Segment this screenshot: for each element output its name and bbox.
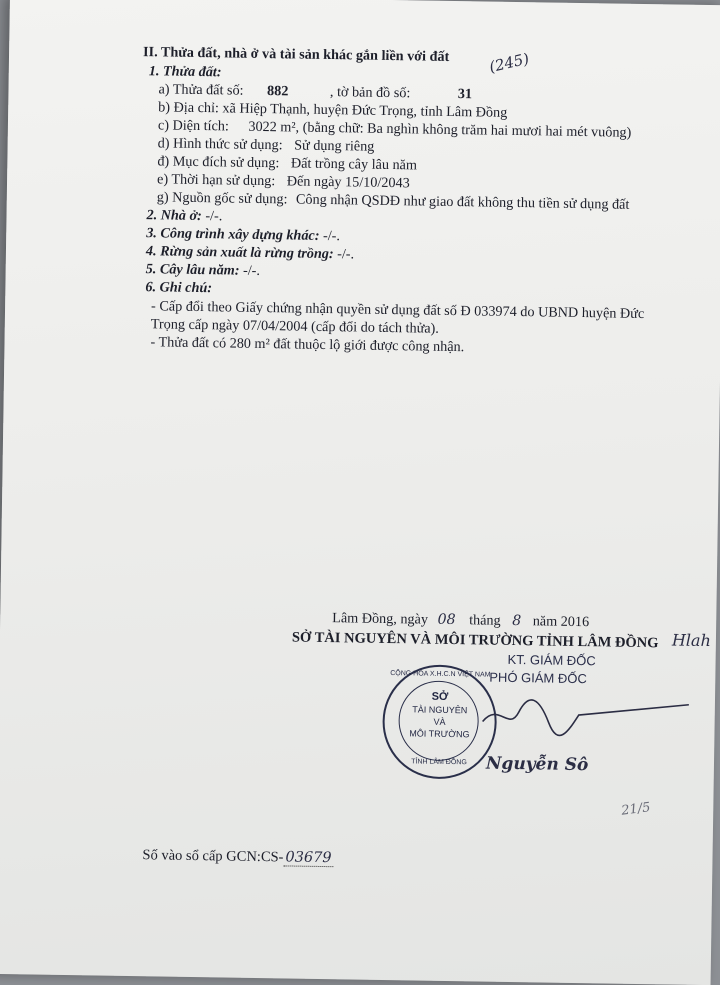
usage-term-value: Đến ngày 15/10/2043	[286, 173, 410, 192]
map-sheet-value: 31	[457, 86, 473, 103]
map-sheet-label: , tờ bản đồ số:	[329, 84, 411, 102]
month-word: tháng	[468, 612, 501, 629]
address-row: b) Địa chỉ: xã Hiệp Thạnh, huyện Đức Trọng, tỉnh Lâm Đồng	[158, 99, 508, 121]
stamp-line-3: VÀ	[433, 716, 446, 727]
signature-stroke	[478, 691, 689, 742]
usage-term-label: e) Thời hạn sử dụng:	[156, 171, 276, 190]
stamp-ring-text: CỘNG HÒA X.H.C.N VIỆT NAM	[390, 670, 491, 679]
stamp-line-2: TÀI NGUYÊN	[412, 704, 468, 716]
date-prefix: Lâm Đồng, ngày	[332, 610, 429, 628]
signer-name: Nguyễn Sô	[485, 753, 589, 776]
house-row	[146, 206, 222, 225]
trees-label: 5. Cây lâu năm:	[145, 261, 240, 279]
issue-day: 08	[437, 611, 456, 629]
stamp-line-4: MÔI TRƯỜNG	[409, 728, 470, 740]
issue-month: 8	[512, 612, 522, 630]
notes-label: 6. Ghi chú:	[145, 279, 213, 297]
construction-value: -/-.	[322, 227, 341, 245]
parcel-number-label: a) Thửa đất số:	[158, 81, 244, 99]
register-label: Số vào sổ cấp GCN:CS-	[142, 847, 284, 866]
construction-label: 3. Công trình xây dựng khác:	[146, 225, 320, 244]
house-label: 2. Nhà ở:	[146, 207, 202, 225]
handwritten-initials: Hlah	[671, 630, 712, 651]
usage-purpose-value: Đất trồng cây lâu năm	[290, 155, 418, 174]
note-line-3: - Thửa đất có 280 m² đất thuộc lộ giới được công nhận.	[150, 334, 465, 356]
stamp-ring-bottom: TỈNH LÂM ĐỒNG	[411, 758, 467, 767]
usage-origin-value: Công nhận QSDĐ như giao đất không thu tiền sử dụng đất	[295, 191, 630, 213]
register-number: 03679	[283, 849, 333, 867]
usage-form-label: d) Hình thức sử dụng:	[157, 135, 283, 154]
register-number-row	[142, 846, 333, 867]
parcel-number-value: 882	[266, 83, 289, 100]
usage-purpose-label: đ) Mục đích sử dụng:	[157, 153, 280, 172]
land-heading: 1. Thửa đất:	[148, 63, 222, 81]
usage-origin-row	[157, 188, 630, 213]
forest-label: 4. Rừng sản xuất là rừng trồng:	[145, 243, 334, 263]
note-line-1: - Cấp đổi theo Giấy chứng nhận quyền sử dụng đất số Đ 033974 do UBND huyện Đức	[150, 298, 645, 323]
note-line-2: Trọng cấp ngày 07/04/2004 (cấp đổi do tách thửa).	[150, 316, 440, 337]
trees-row	[146, 260, 261, 280]
handwritten-margin-note: 21/5	[620, 800, 652, 819]
forest-value: -/-.	[337, 246, 355, 263]
issue-year: năm 2016	[532, 613, 590, 631]
usage-form-value: Sử dụng riêng	[294, 137, 375, 155]
area-value: 3022 m², (bằng chữ: Ba nghìn không trăm hai mươi hai mét vuông)	[248, 118, 632, 141]
kt-director: KT. GIÁM ĐỐC	[507, 651, 596, 669]
house-value: -/-.	[205, 208, 223, 225]
trees-value: -/-.	[242, 262, 261, 279]
handwritten-note-top: (245)	[487, 49, 531, 77]
deputy-director: PHÓ GIÁM ĐỐC	[489, 669, 587, 687]
stamp-so: SỞ	[431, 690, 449, 703]
issue-date	[332, 609, 589, 631]
area-label: c) Diện tích:	[157, 117, 229, 135]
section-title: II. Thửa đất, nhà ở và tài sản khác gắn liền với đất	[142, 44, 450, 65]
department-name: SỞ TÀI NGUYÊN VÀ MÔI TRƯỜNG TỈNH LÂM ĐỒNG	[291, 629, 659, 652]
usage-origin-label: g) Nguồn gốc sử dụng:	[156, 189, 288, 208]
